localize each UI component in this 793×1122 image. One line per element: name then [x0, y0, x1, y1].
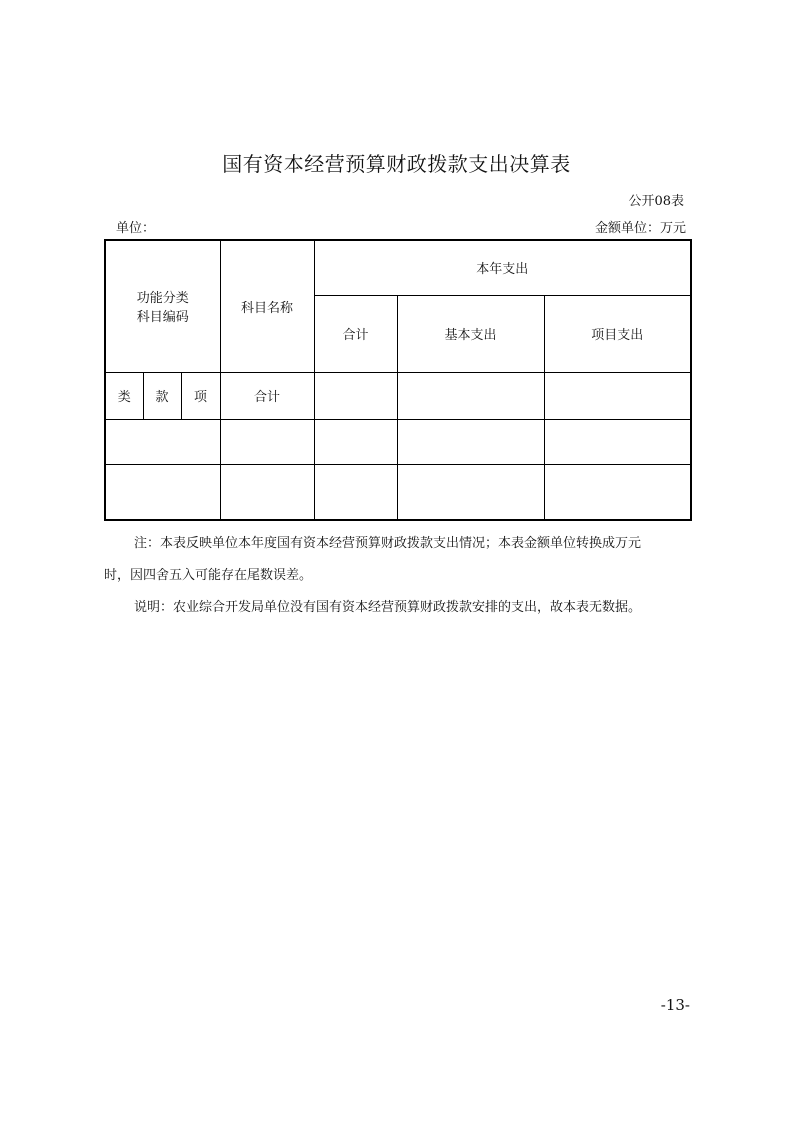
- explanation: 说明：农业综合开发局单位没有国有资本经营预算财政拨款安排的支出，故本表无数据。: [134, 600, 642, 615]
- header-subject-name: 科目名称: [220, 240, 314, 372]
- form-number: 公开08表: [628, 194, 684, 209]
- header-basic: 基本支出: [397, 295, 544, 372]
- header-func-code-line2: 科目编码: [136, 310, 189, 326]
- table-cell: [397, 419, 544, 464]
- table-cell: [397, 464, 544, 520]
- table-cell: [105, 464, 220, 520]
- subheader-kuan: 款: [143, 372, 181, 419]
- header-current-year: 本年支出: [314, 240, 691, 295]
- header-func-code: [105, 240, 220, 372]
- note-line1: 注：本表反映单位本年度国有资本经营预算财政拨款支出情况；本表金额单位转换成万元: [134, 536, 642, 551]
- table-cell: [544, 372, 691, 419]
- table-row: [105, 419, 691, 464]
- expenditure-table: [104, 239, 692, 521]
- table-cell: [220, 419, 314, 464]
- subheader-total: 合计: [220, 372, 314, 419]
- table-cell: [105, 419, 220, 464]
- page-number: -13-: [660, 996, 690, 1014]
- table-cell: [544, 464, 691, 520]
- note-line2: 时，因四舍五入可能存在尾数误差。: [104, 568, 313, 583]
- table-cell: [220, 464, 314, 520]
- table-cell: [397, 372, 544, 419]
- table-cell: [314, 464, 397, 520]
- unit-label: 单位：: [116, 221, 156, 236]
- table-row: [105, 464, 691, 520]
- header-project: 项目支出: [544, 295, 691, 372]
- subheader-lei: 类: [105, 372, 143, 419]
- table-cell: [314, 372, 397, 419]
- amount-unit-label: 金额单位：万元: [594, 221, 686, 236]
- header-func-code-line1: 功能分类: [136, 291, 189, 307]
- table-cell: [544, 419, 691, 464]
- table-cell: [314, 419, 397, 464]
- table-row: [105, 372, 691, 419]
- header-total: 合计: [314, 295, 397, 372]
- page-title: 国有资本经营预算财政拨款支出决算表: [222, 152, 571, 176]
- subheader-xiang: 项: [181, 372, 220, 419]
